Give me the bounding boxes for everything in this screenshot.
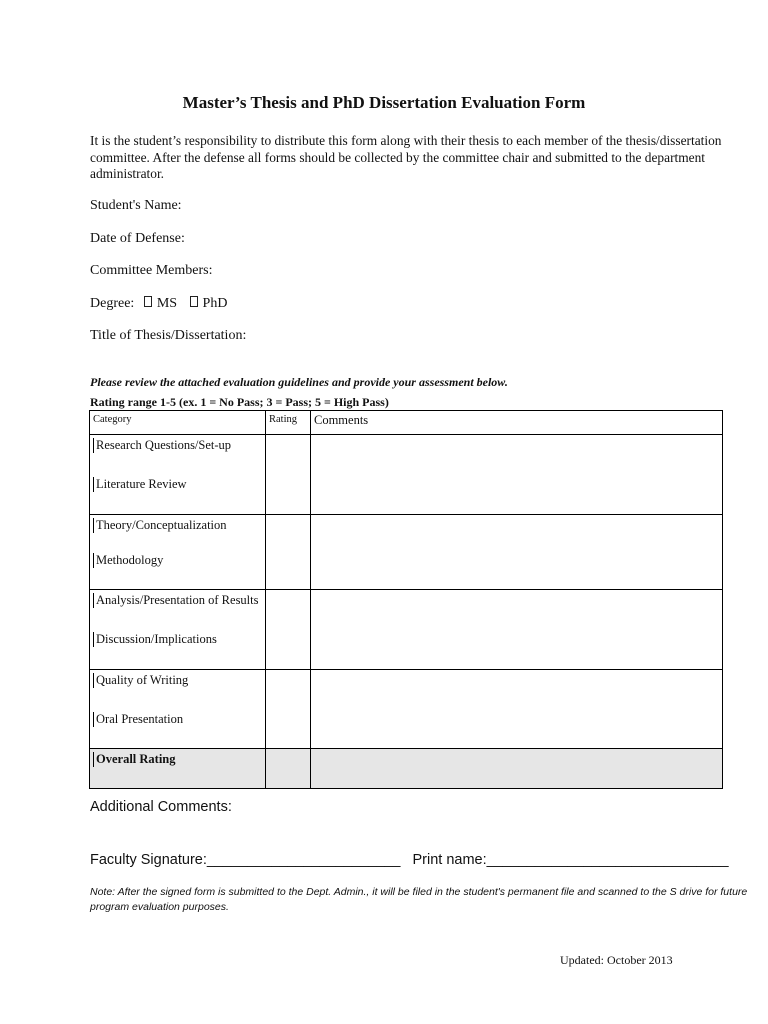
comments-cell[interactable] [311, 590, 723, 670]
category-cell [90, 435, 266, 515]
updated-date: Updated: October 2013 [560, 953, 673, 967]
degree-label: Degree: [90, 296, 135, 311]
rating-cell[interactable] [266, 670, 311, 749]
category-label: Oral Presentation [93, 712, 183, 727]
comments-cell[interactable] [311, 670, 723, 749]
category-label: Theory/Conceptualization [93, 518, 227, 533]
category-label: Methodology [93, 553, 163, 568]
category-label: Research Questions/Set-up [93, 438, 231, 453]
thesis-title-field[interactable]: Title of Thesis/Dissertation: [90, 328, 247, 343]
evaluation-table [89, 410, 723, 789]
category-cell [90, 670, 266, 749]
additional-comments-label: Additional Comments: [90, 799, 232, 815]
phd-label: PhD [202, 296, 228, 311]
rating-cell[interactable] [266, 590, 311, 670]
defense-date-field[interactable]: Date of Defense: [90, 231, 185, 246]
comments-cell[interactable] [311, 515, 723, 590]
student-name-field[interactable]: Student's Name: [90, 198, 182, 213]
table-row [90, 435, 723, 515]
header-comments: Comments [311, 411, 723, 435]
degree-row [90, 296, 227, 312]
category-cell [90, 515, 266, 590]
header-category: Category [90, 411, 266, 435]
overall-rating-label: Overall Rating [93, 752, 176, 767]
category-label: Analysis/Presentation of Results [93, 593, 259, 608]
form-title: Master’s Thesis and PhD Dissertation Evaluation Form [182, 93, 586, 112]
category-cell [90, 590, 266, 670]
overall-rating-cell[interactable] [266, 749, 311, 789]
overall-comments-cell[interactable] [311, 749, 723, 789]
category-label: Discussion/Implications [93, 632, 217, 647]
ms-checkbox[interactable] [144, 296, 152, 307]
rating-cell[interactable] [266, 515, 311, 590]
table-row [90, 515, 723, 590]
instructions: Please review the attached evaluation guidelines and provide your assessment below. [90, 375, 508, 389]
committee-members-field[interactable]: Committee Members: [90, 263, 213, 278]
table-header-row [90, 411, 723, 435]
table-row [90, 590, 723, 670]
overall-rating-row [90, 749, 723, 789]
category-label: Literature Review [93, 477, 187, 492]
category-cell [90, 749, 266, 789]
signature-line[interactable]: Faculty Signature:________________________ Print name:______________________________ [90, 852, 729, 868]
intro-paragraph: It is the student’s responsibility to distribute this form along with their thesis to each member of the thesis/dissertation committee. After the defense all forms should be collected by the committee chair and submitted to the department administrator. [90, 133, 722, 181]
table-row [90, 670, 723, 749]
phd-checkbox[interactable] [190, 296, 198, 307]
filing-note: Note: After the signed form is submitted to the Dept. Admin., it will be filed in the student's permanent file and scanned to the S drive for future program evaluation purposes. [90, 886, 748, 913]
comments-cell[interactable] [311, 435, 723, 515]
rating-range: Rating range 1-5 (ex. 1 = No Pass; 3 = Pass; 5 = High Pass) [90, 395, 389, 409]
header-rating: Rating [266, 411, 311, 435]
rating-cell[interactable] [266, 435, 311, 515]
category-label: Quality of Writing [93, 673, 188, 688]
ms-label: MS [156, 296, 178, 311]
